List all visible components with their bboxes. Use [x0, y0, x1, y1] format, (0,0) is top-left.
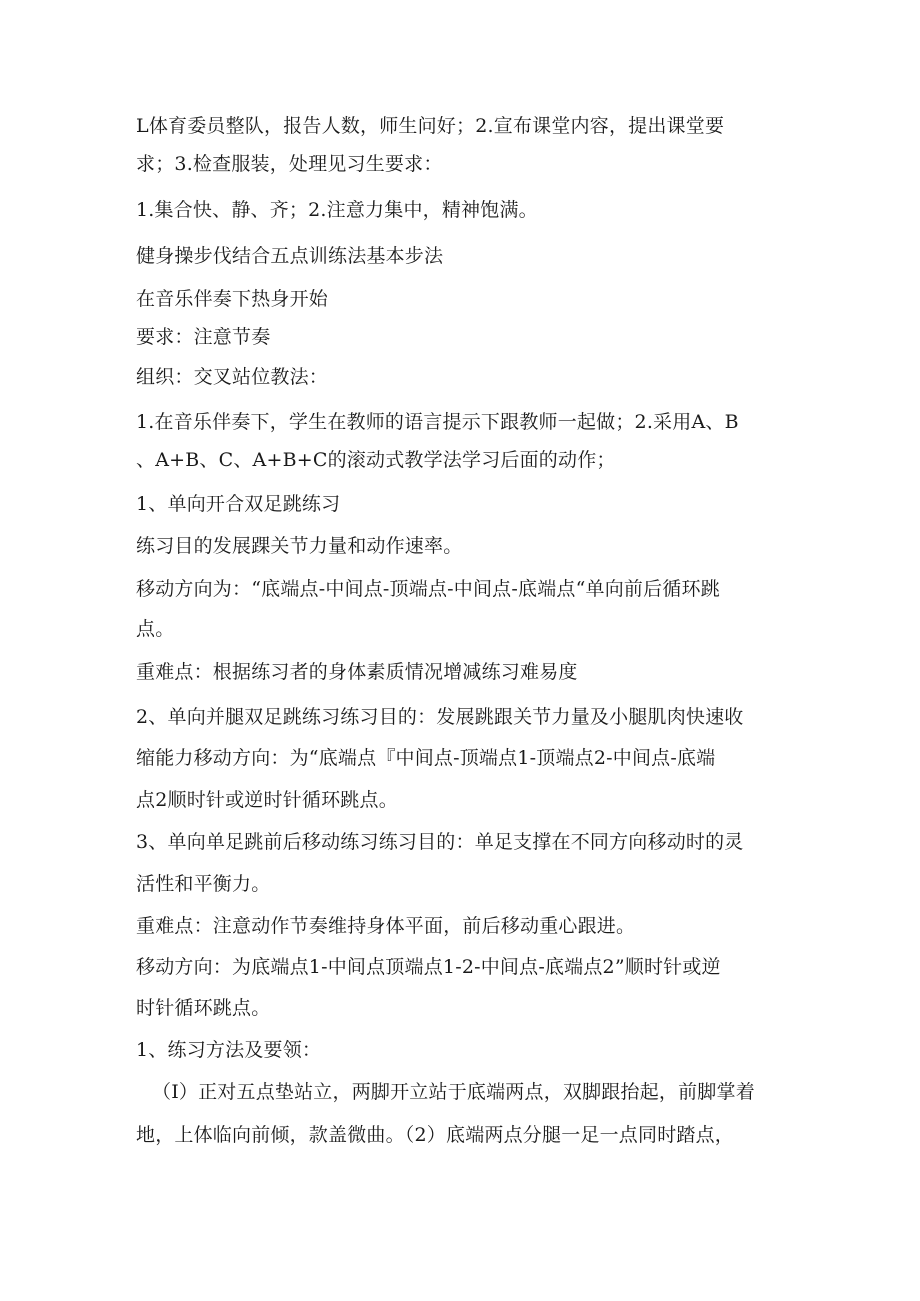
text-line: L体育委员整队，报告人数，师生问好；2.宣布课堂内容，提出课堂要: [136, 115, 725, 137]
text-line: 重难点：根据练习者的身体素质情况增减练习难易度: [136, 661, 578, 683]
text-line: 求；3.检查服装，处理见习生要求：: [136, 153, 443, 175]
text-line: 、A+B、C、A+B+C的滚动式教学法学习后面的动作；: [136, 449, 616, 471]
text-line: 1、单向开合双足跳练习: [136, 493, 341, 515]
text-line: 组织：交叉站位教法：: [136, 366, 329, 388]
text-line: 3、单向单足跳前后移动练习练习目的：单足支撑在不同方向移动时的灵: [136, 831, 744, 853]
text-line: 地，上体临向前倾，款盖微曲。（2）底端两点分腿一足一点同时踏点，: [136, 1124, 734, 1146]
text-line: 1.集合快、静、齐；2.注意力集中，精神饱满。: [136, 199, 538, 221]
text-line: 移动方向为：“底端点-中间点-顶端点-中间点-底端点“单向前后循环跳: [136, 578, 720, 600]
text-line: 点。: [136, 618, 175, 640]
text-line: 练习目的发展踝关节力量和动作速率。: [136, 535, 463, 557]
text-line: 1.在音乐伴奏下，学生在教师的语言提示下跟教师一起做；2.采用A、B: [136, 411, 739, 433]
text-line: 缩能力移动方向：为“底端点『中间点-顶端点1-顶端点2-中间点-底端: [136, 747, 716, 769]
text-line: 要求：注意节奏: [136, 326, 271, 348]
text-line: 点2顺时针或逆时针循环跳点。: [136, 789, 398, 811]
text-line: 重难点：注意动作节奏维持身体平面，前后移动重心跟进。: [136, 915, 636, 937]
text-line: 健身操步伐结合五点训练法基本步法: [136, 245, 444, 267]
text-line: （I）正对五点垫站立，两脚开立站于底端两点，双脚跟抬起，前脚掌着: [152, 1081, 755, 1103]
text-line: 1、练习方法及要领：: [136, 1039, 322, 1061]
text-line: 活性和平衡力。: [136, 873, 271, 895]
text-line: 移动方向：为底端点1-中间点顶端点1-2-中间点-底端点2”顺时针或逆: [136, 956, 721, 978]
text-line: 在音乐伴奏下热身开始: [136, 288, 329, 310]
text-line: 2、单向并腿双足跳练习练习目的：发展跳跟关节力量及小腿肌肉快速收: [136, 706, 744, 728]
text-line: 时针循环跳点。: [136, 997, 271, 1019]
